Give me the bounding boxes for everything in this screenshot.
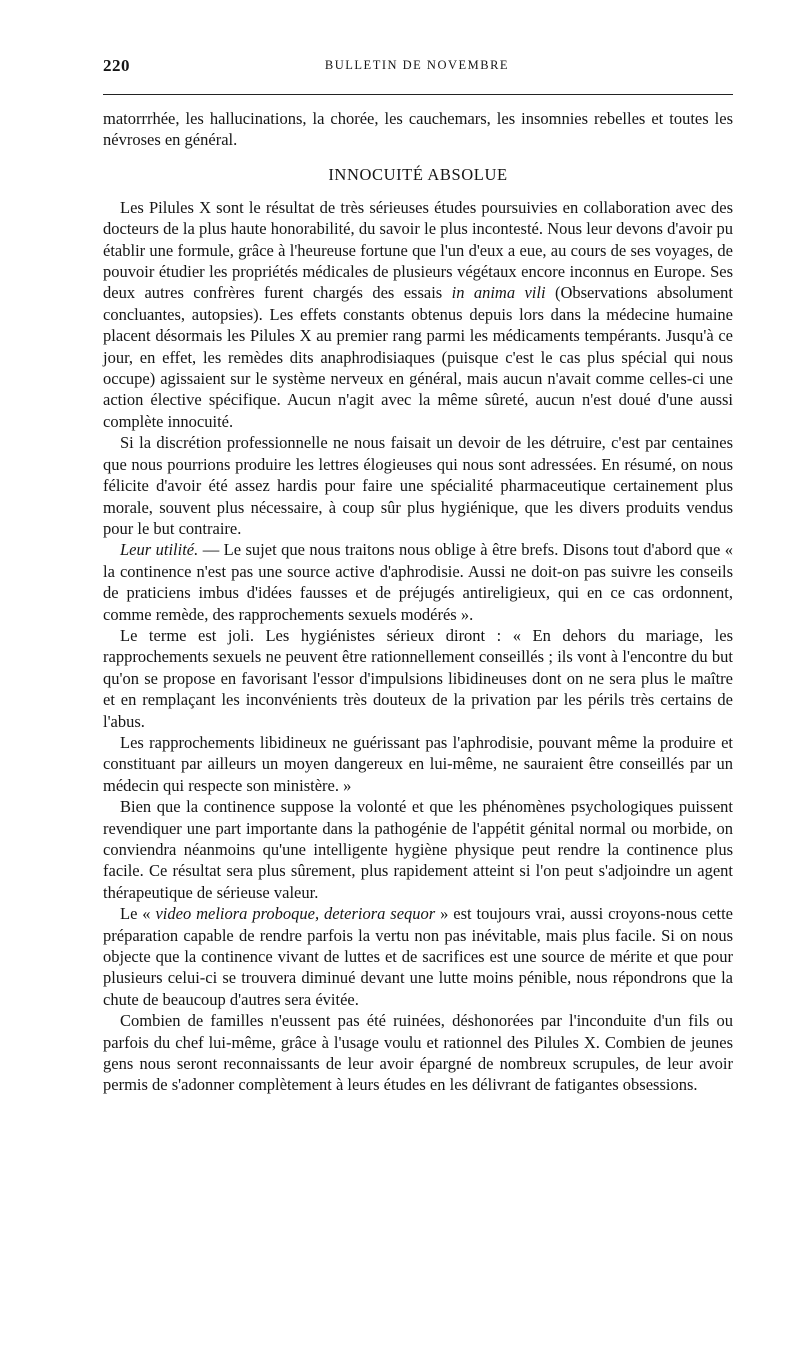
latin-quote: video meliora proboque, deteriora sequor: [155, 904, 436, 924]
paragraph-3: Leur utilité. — Le sujet que nous traitons nous oblige à être brefs. Disons tout d'abord que « la continence n'est pas une source active d'aphrodisie. Aussi ne doit-on pas suivre les conseils de praticiens imbus d'idées fausses et de préjugés antireligieux, qui en ce cas ordonnent, comme remède, des rapprochements sexuels modérés ».: [103, 540, 733, 624]
paragraph-7: Le « video meliora proboque, deteriora sequor » est toujours vrai, aussi croyons-nous cette préparation capable de rendre parfois la vertu non pas inévitable, mais plus facile. Si on nous objecte que la continence vivant de luttes et de sacrifices est une source de mérite et que pour plusieurs celui-ci se trouvera diminué devant une lutte moins pénible, nous répondrons que la chute de beaucoup d'autres sera évitée.: [103, 904, 734, 1009]
page-header: [103, 56, 731, 84]
paragraph-8: Combien de familles n'eussent pas été ruinées, déshonorées par l'inconduite d'un fils ou parfois du chef lui-même, grâce à l'usage voulu et rationnel des Pilules X. Combien de jeunes gens nous seront reconnaissants de leur avoir épargné de nombreux scrupules, de leur avoir permis de s'adonner complètement à leurs études en les délivrant de fatigantes obsessions.: [103, 1011, 733, 1095]
article-body: [103, 108, 733, 1096]
paragraph-6: Bien que la continence suppose la volonté et que les phénomènes psychologiques puissent revendiquer une part importante dans la pathogénie de l'appétit génital normal ou morbide, on conviendra néanmoins qu'une intelligente hygiène physique peut rendre la continence plus facile. Ce résultat sera plus sûrement, plus rapidement atteint si l'on peut s'adjoindre un agent thérapeutique de sérieuse valeur.: [103, 797, 733, 902]
latin-phrase: in anima vili: [451, 283, 546, 303]
paragraph-5: Les rapprochements libidineux ne guérissant pas l'aphrodisie, pouvant même la produire et constituant par ailleurs un moyen dangereux en lui-même, ne sauraient être conseillés par un médecin qui respecte son ministère. »: [103, 732, 733, 795]
paragraph-1: Les Pilules X sont le résultat de très sérieuses études poursuivies en collaboration avec des docteurs de la plus haute honorabilité, du savoir le plus incontesté. Nous leur devons d'avoir pu établir une formule, grâce à l'heureuse fortune que l'un d'eux a eue, au cours de ses voyages, de pouvoir étudier les propriétés médicales de plusieurs végétaux encore inconnus en Europe. Ses deux autres confrères furent chargés des essais in anima vili (Observations absolument concluantes, autopsies). Les effets constants obtenus depuis lors dans la médecine humaine placent désormais les Pilules X au premier rang parmi les médicaments tempérants. Jusqu'à ce jour, en effet, les remèdes dits anaphrodisiaques (puisque c'est le cas plus spécial qui nous occupe) agissaient sur le système nerveux en général, mais aucun n'avait comme celles-ci une action élective spécifique. Aucun n'agit avec la même sûreté, aucun n'est doué d'une aussi complète innocuité.: [103, 197, 733, 431]
running-title: BULLETIN DE NOVEMBRE: [324, 58, 510, 72]
subheading-utility: Leur utilité.: [120, 540, 199, 560]
page-number: 220: [103, 56, 130, 75]
intro-paragraph: matorrrhée, les hallucinations, la chorée, les cauchemars, les insomnies rebelles et toutes les névroses en général.: [103, 109, 733, 150]
paragraph-2: Si la discrétion professionnelle ne nous faisait un devoir de les détruire, c'est par centaines que nous pourrions produire les lettres élogieuses qui nous sont adressées. En résumé, on nous félicite d'avoir été assez hardis pour faire une spécialité pharmaceutique certainement plus morale, souvent plus nécessaire, à coup sûr plus hygiénique, que les divers produits vendus pour le but contraire.: [103, 433, 733, 538]
section-heading: INNOCUITÉ ABSOLUE: [328, 164, 508, 184]
paragraph-4: Le terme est joli. Les hygiénistes sérieux diront : « En dehors du mariage, les rapprochements sexuels ne peuvent être rationnellement conseillés ; ils vont à l'encontre du but qu'on se propose en favorisant l'essor d'impulsions libidineuses dont on ne sera plus le maître et en remplaçant les inconvénients très douteux de la privation par les périls très certains de l'abus.: [103, 625, 733, 731]
header-rule: [103, 94, 733, 95]
